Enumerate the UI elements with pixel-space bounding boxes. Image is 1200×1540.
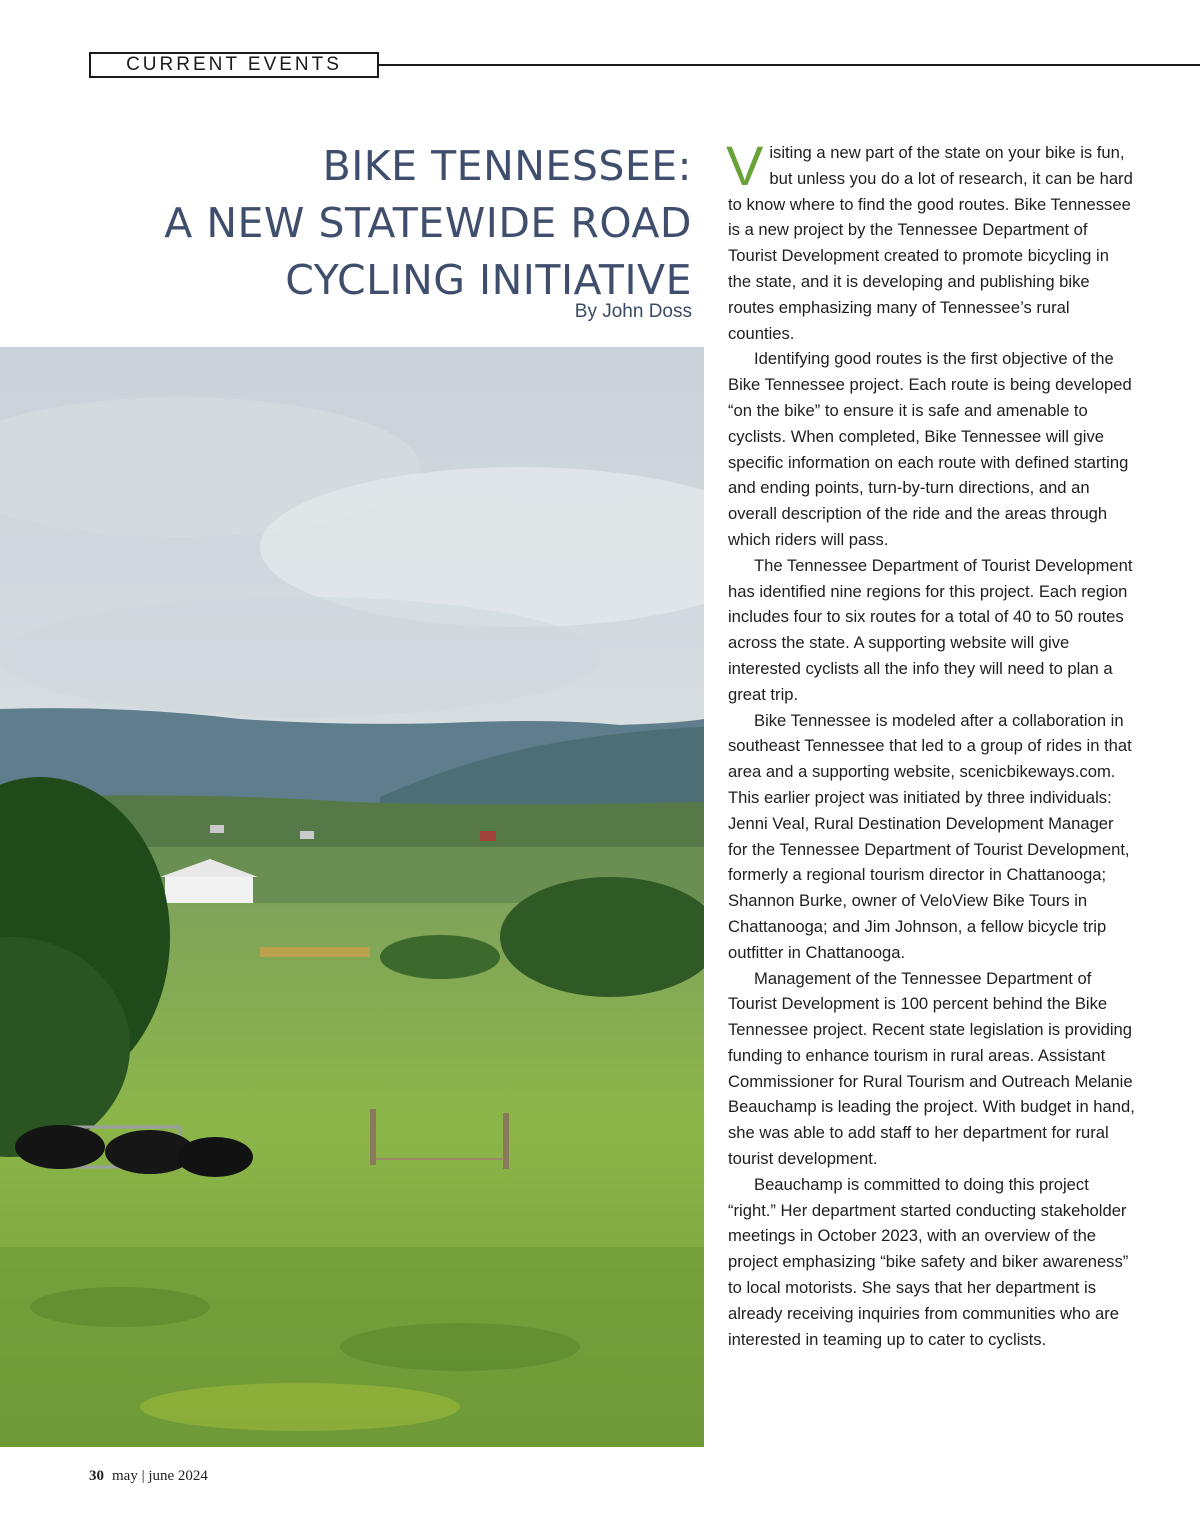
- page-number: 30: [89, 1468, 104, 1484]
- article-paragraph-2: Identifying good routes is the first objective of the Bike Tennessee project. Each route is being developed “on the bike” to ensure it is safe and amenable to cyclists. When completed, Bike Tennessee will give specific information on each route with defined starting and ending points, turn-by-turn directions, and an overall description of the ride and the areas through which riders will pass.: [728, 349, 1132, 549]
- headline-line-3: CYCLING INITIATIVE: [285, 256, 692, 304]
- landscape-photo: [0, 347, 704, 1447]
- article-paragraph-3: The Tennessee Department of Tourist Development has identified nine regions for this project. Each region includes four to six routes for a total of 40 to 50 routes across the state. A supporting website will give interested cyclists all the info they will need to plan a great trip.: [728, 555, 1133, 704]
- section-rule: [379, 64, 1200, 66]
- issue-date: may | june 2024: [112, 1468, 208, 1484]
- section-label: CURRENT EVENTS: [89, 52, 379, 78]
- headline: [60, 138, 692, 309]
- article-paragraph-6: Beauchamp is committed to doing this project “right.” Her department started conducting stakeholder meetings in October 2023, with an overview of the project emphasizing “bike safety and biker awareness” to local motorists. She says that her department is already receiving inquiries from communities who are interested in teaming up to cater to cyclists.: [728, 1174, 1129, 1349]
- article-paragraph-5: Management of the Tennessee Department of Tourist Development is 100 percent behind the Bike Tennessee project. Recent state legislation is providing funding to enhance tourism in rural areas. Assistant Commissioner for Rural Tourism and Outreach Melanie Beauchamp is leading the project. With budget in hand, she was able to add staff to her department for rural tourist development.: [728, 968, 1135, 1169]
- article-paragraph-4: Bike Tennessee is modeled after a collaboration in southeast Tennessee that led to a group of rides in that area and a supporting website, scenicbikeways.com. This earlier project was initiated by three individuals: Jenni Veal, Rural Destination Development Manager for the Tennessee Department of Tourist Development, formerly a regional tourism director in Chattanooga; Shannon Burke, owner of VeloView Bike Tours in Chattanooga; and Jim Johnson, a fellow bicycle trip outfitter in Chattanooga.: [728, 710, 1132, 962]
- article-paragraph-1-text: isiting a new part of the state on your bike is fun, but unless you do a lot of research, it can be hard to know where to find the good routes. Bike Tennessee is a new project by the Tennessee Department of Tourist Development created to promote bicycling in the state, and it is developing and publishing bike routes emphasizing many of Tennessee’s rural counties.: [728, 143, 1133, 343]
- article-body: [726, 134, 1136, 1352]
- headline-line-2: A NEW STATEWIDE ROAD: [164, 199, 692, 247]
- drop-cap: V: [726, 134, 764, 197]
- page-folio: [89, 1468, 208, 1485]
- article-paragraph-1: [726, 134, 1136, 346]
- byline: By John Doss: [574, 301, 692, 322]
- headline-line-1: BIKE TENNESSEE:: [322, 142, 692, 190]
